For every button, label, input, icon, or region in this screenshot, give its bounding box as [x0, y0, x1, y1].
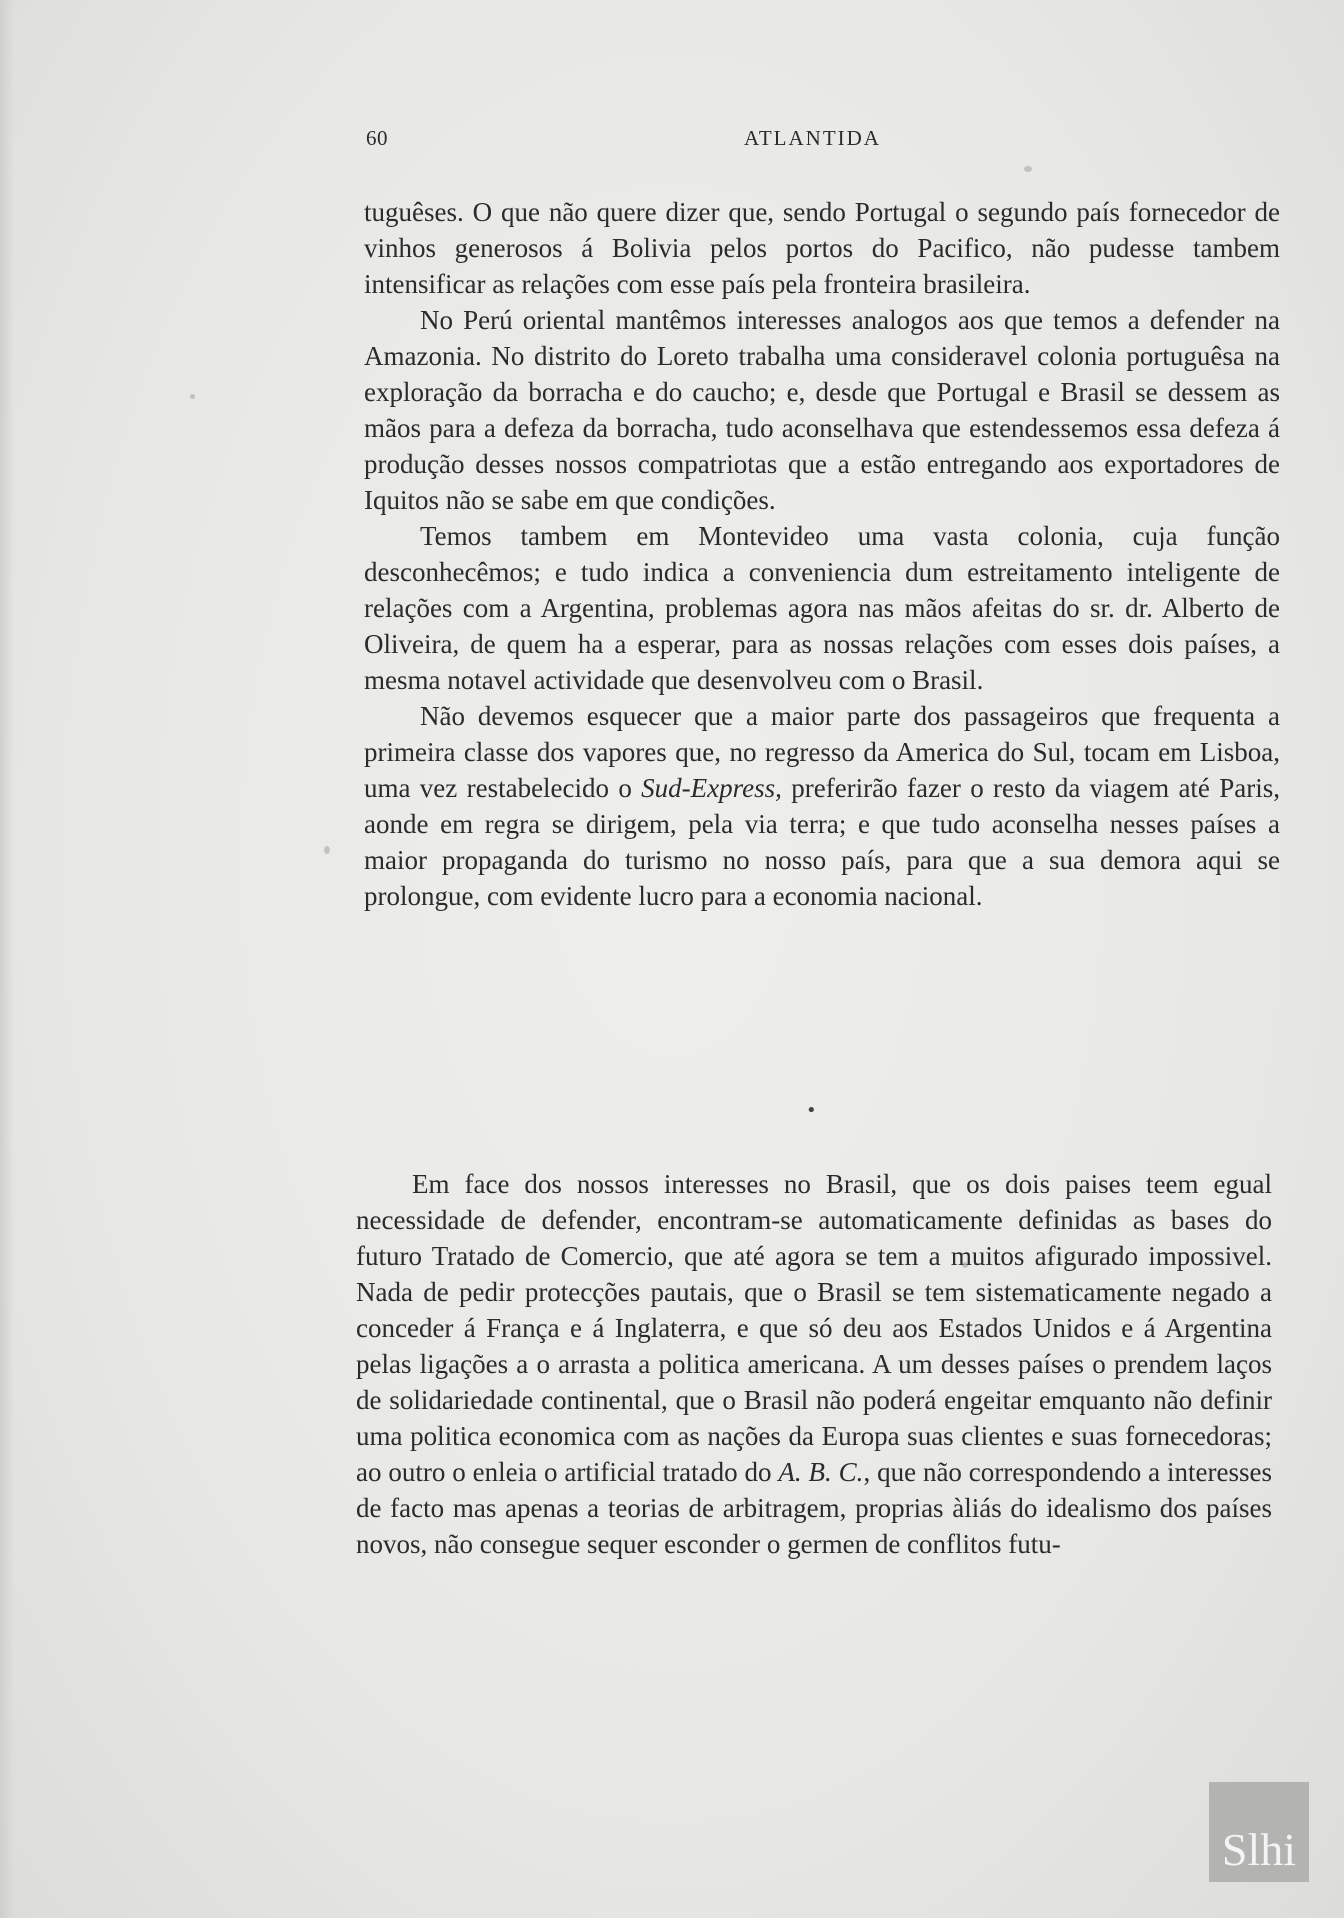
abc-treaty-italic: A. B. C.: [778, 1457, 864, 1487]
paragraph-3: Temos tambem em Montevideo uma vasta colonia, cuja função desconhecêmos; e tudo indica a conveniencia dum estreitamento inteligente de relações com a Argentina, problemas agora nas mãos afeitas do sr. dr. Alberto de Oliveira, de quem ha a esperar, para as nossas relações com esses dois países, a mesma notavel actividade que desenvolveu com o Brasil.: [364, 521, 1280, 695]
paragraph-4-text-a: Não devemos esquecer que a maior parte dos passageiros que frequenta a primeira classe dos vapores que, no regresso da America do Sul, tocam em Lisboa, uma vez restabelecido o: [364, 701, 1280, 803]
paragraph-5: [356, 1166, 1272, 1562]
paper-speck: [962, 1262, 968, 1268]
paragraph-5-text-a: Em face dos nossos interesses no Brasil, que os dois paises teem egual necessidade de defender, encontram-se automaticamente definidas as bases do futuro Tratado de Comercio, que até agora se tem a muitos afigurado impossivel. Nada de pedir protecções pautais, que o Brasil se tem sistematicamente negado a conceder á França e á Inglaterra, e que só deu aos Estados Unidos e á Argentina pelas ligações a o arrasta a politica americana. A um desses países o prendem laços de solidariedade continental, que o Brasil não poderá engeitar emquanto não definir uma politica economica com as nações da Europa suas clientes e suas fornecedoras; ao outro o enleia o artificial tratado do: [356, 1169, 1272, 1487]
section-2-text: [356, 1166, 1272, 1562]
paragraph-2: No Perú oriental mantêmos interesses analogos aos que temos a defender na Amazonia. No distrito do Loreto trabalha uma consideravel colonia portuguêsa na exploração da borracha e do caucho; e, desde que Portugal e Brasil se dessem as mãos para a defeza da borracha, tudo aconselhava que estendessemos essa defeza á produção desses nossos compatriotas que a estão entregando aos exportadores de Iquitos não se sabe em que condições.: [364, 305, 1280, 515]
section-1-text: [364, 194, 1280, 914]
paragraph-4: [364, 698, 1280, 914]
page-header: [0, 126, 1344, 156]
paper-speck: [324, 846, 330, 854]
paper-speck: [190, 394, 195, 399]
page-number: 60: [366, 126, 388, 150]
sud-express-italic: Sud-Express,: [641, 773, 782, 803]
paragraph-5-text-b: , que não correspondendo a interesses de facto mas apenas a teorias de arbitragem, proprias àliás do idealismo dos países novos, não consegue sequer esconder o germen de conflitos futu-: [356, 1457, 1272, 1559]
paragraph-4-text-b: preferirão fazer o resto da viagem até Paris, aonde em regra se dirigem, pela via terra; e que tudo aconselha nesses países a maior propaganda do turismo no nosso país, para que a sua demora aqui se prolongue, com evidente lucro para a economia nacional.: [364, 773, 1280, 911]
page-edge-shadow: [0, 0, 14, 1918]
paper-speck: [1024, 166, 1032, 172]
running-title: ATLANTIDA: [744, 126, 881, 150]
section-separator: •: [806, 1100, 817, 1121]
library-watermark-logo: Slhi: [1209, 1782, 1309, 1882]
paragraph-1: tuguêses. O que não quere dizer que, sendo Portugal o segundo país fornecedor de vinhos generosos á Bolivia pelos portos do Pacifico, não pudesse tambem intensificar as relações com esse país pela fronteira brasileira.: [364, 197, 1280, 299]
